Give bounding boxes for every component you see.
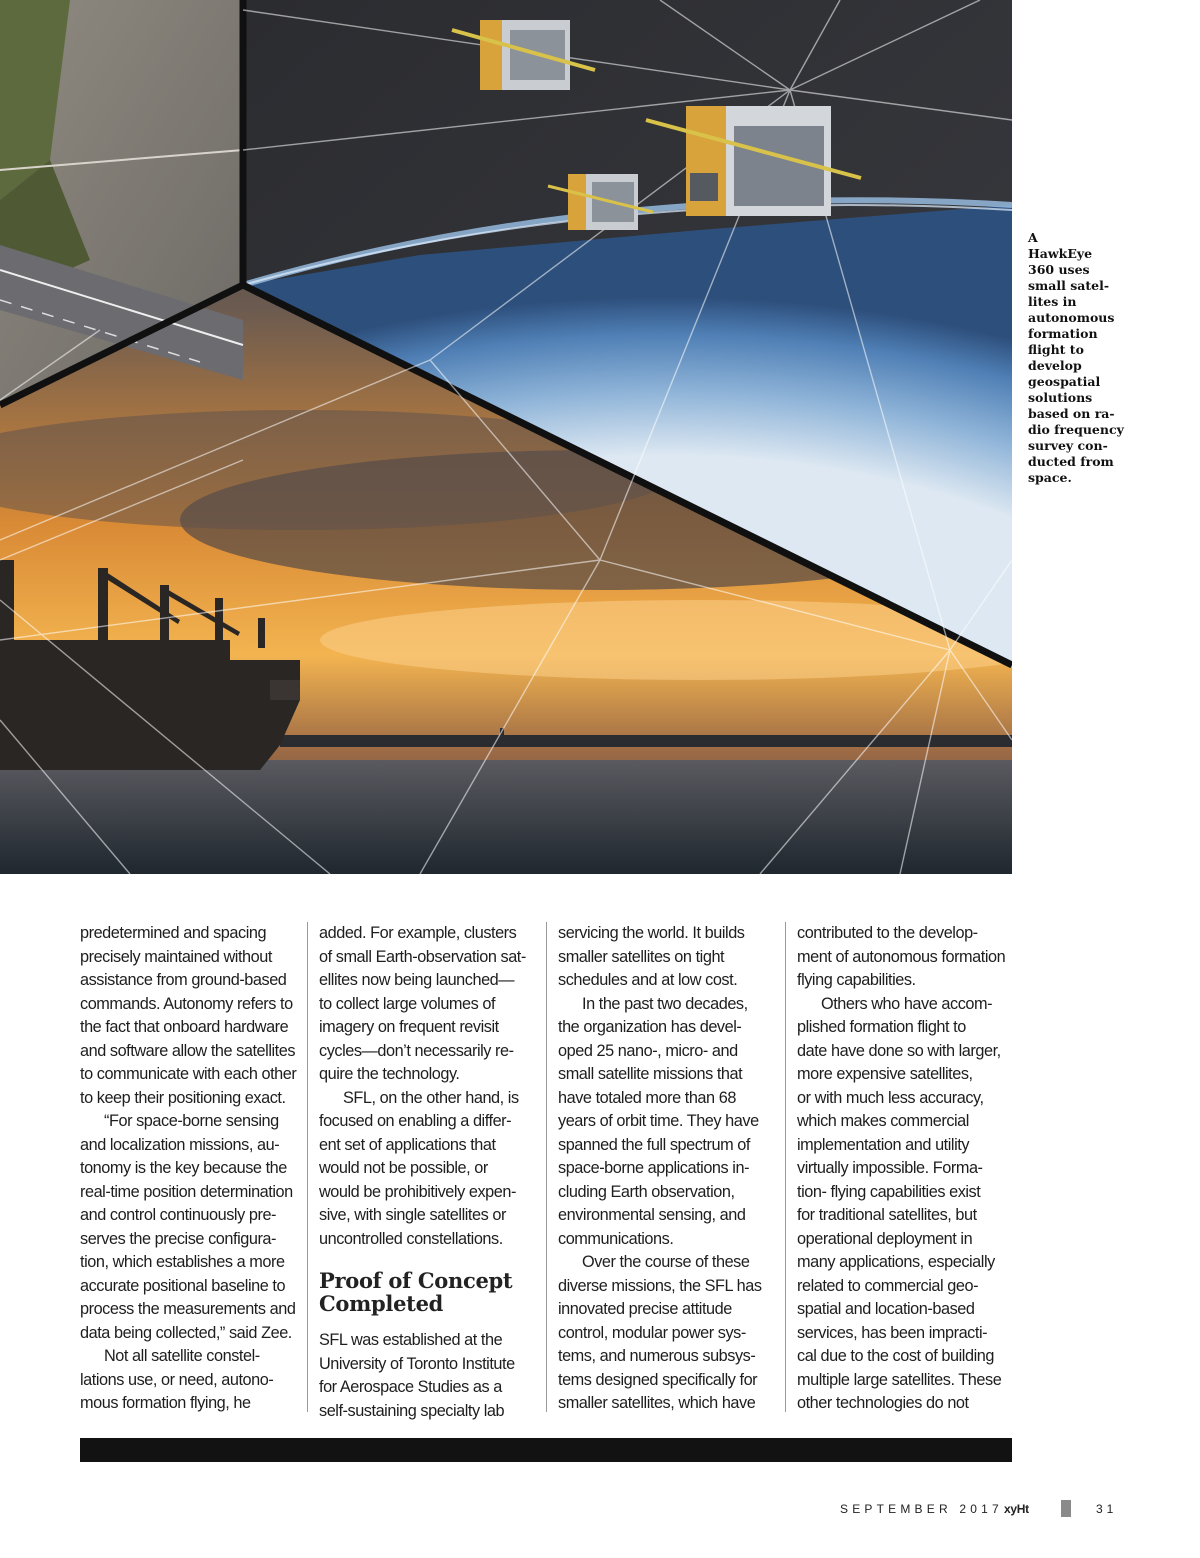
photo-caption: A HawkEye 360 uses small satel- lites in autonomous formation flight to develop geospatial solutions based on ra- dio frequency survey con- ducted from space.: [1028, 230, 1124, 485]
magazine-name: xyHt: [1004, 1502, 1029, 1516]
body-paragraph: predetermined and spacing precisely maintained without assistance from ground-based commands. Autonomy refers to the fact that onboard hardware and software allow the satellites to communicate with each other to keep their positioning exact.: [80, 924, 297, 1107]
body-paragraph: added. For example, clusters of small Earth-observation sat- ellites now being launched— to collect large volumes of imagery on frequent revisit cycles—don’t necessarily re- quire the technology.: [319, 924, 526, 1083]
column-divider: [546, 922, 547, 1412]
hero-collage: [0, 0, 1012, 874]
body-paragraph: Over the course of these diverse missions, the SFL has innovated precise attitude control, modular power sys- tems, and numerous subsys- tems designed specifically for smaller satellites, which have: [558, 1253, 762, 1412]
article-column-2: [319, 922, 539, 1423]
column-divider: [785, 922, 786, 1412]
article-column-4: [797, 922, 1017, 1416]
body-paragraph: contributed to the develop- ment of autonomous formation flying capabilities.: [797, 924, 1006, 989]
body-paragraph: “For space-borne sensing and localization missions, au- tonomy is the key because the real-time position determination and control continuously pre- serves the precise configura- tion, which establishes a more accurate positional baseline to process the measurements and data being collected,” said Zee.: [80, 1112, 296, 1342]
page-number: 31: [1096, 1502, 1118, 1516]
footer-band: [80, 1438, 1012, 1462]
article-column-3: [558, 922, 778, 1416]
section-subhead: Proof of Concept Completed: [319, 1268, 513, 1316]
body-paragraph: Not all satellite constel- lations use, or need, autono- mous formation flying, he: [80, 1347, 274, 1412]
issue-date: SEPTEMBER 2017: [840, 1502, 1003, 1516]
body-paragraph: SFL, on the other hand, is focused on enabling a differ- ent set of applications that would not be possible, or would be prohibitively expen- sive, with single satellites or uncontrolled constellations.: [319, 1088, 519, 1248]
folio-divider-block: [1061, 1500, 1071, 1517]
article-column-1: [80, 922, 300, 1416]
column-divider: [307, 922, 308, 1412]
body-paragraph: Others who have accom- plished formation flight to date have done so with larger, more expensive satellites, or with much less accuracy, which makes commercial implementation and utility virtually impossible. Forma- tion- flying capabilities exist for traditional satellites, but operational deployment in many applications, especially related to commercial geo- spatial and location-based services, has been impracti- cal due to the cost of building multiple large satellites. These other technologies do not: [797, 994, 1002, 1412]
body-paragraph: In the past two decades, the organization has devel- oped 25 nano-, micro- and small satellite missions that have totaled more than 68 years of orbit time. They have spanned the full spectrum of space-borne applications in- cluding Earth observation, environmental sensing, and communications.: [558, 994, 759, 1248]
body-paragraph: servicing the world. It builds smaller satellites on tight schedules and at low cost.: [558, 924, 745, 989]
body-paragraph: SFL was established at the University of Toronto Institute for Aerospace Studies as a self-sustaining specialty lab: [319, 1331, 515, 1420]
hero-illustration: [0, 0, 1012, 874]
